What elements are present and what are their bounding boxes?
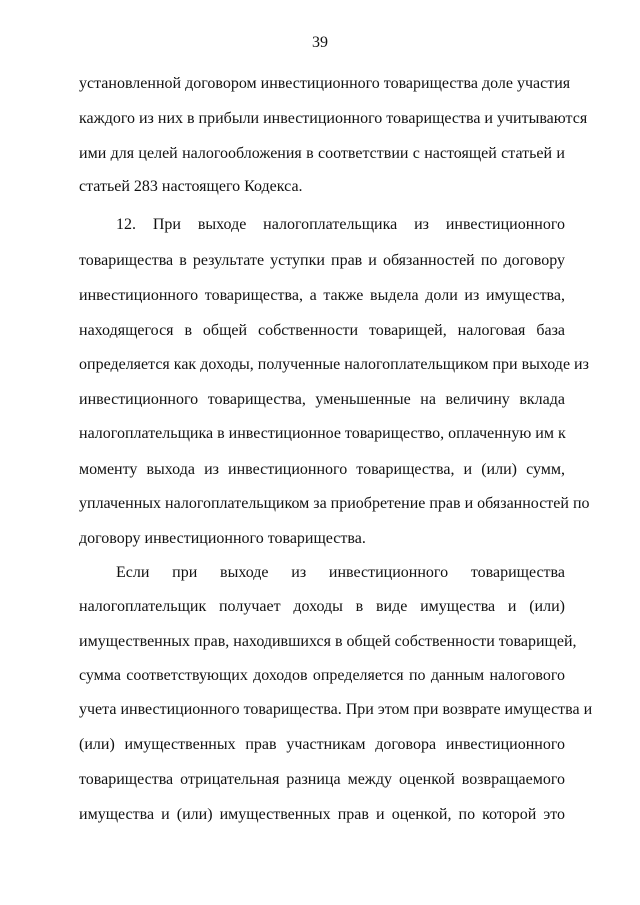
text-line: каждого из них в прибыли инвестиционного товарищества и учитываются (79, 110, 588, 127)
text-line: договору инвестиционного товарищества. (79, 530, 366, 547)
text-line: инвестиционного товарищества, а также выдела доли из имущества, (79, 287, 565, 304)
text-line: ими для целей налогообложения в соответствии с настоящей статьей и (79, 145, 565, 162)
text-line: инвестиционного товарищества, уменьшенные на величину вклада (79, 391, 565, 408)
text-line: уплаченных налогоплательщиком за приобретение прав и обязанностей по (79, 495, 590, 512)
text-line: товарищества отрицательная разница между оценкой возвращаемого (79, 771, 565, 788)
text-line: сумма соответствующих доходов определяется по данным налогового (79, 667, 565, 684)
text-line: имущественных прав, находившихся в общей собственности товарищей, (79, 633, 577, 650)
text-line: находящегося в общей собственности товарищей, налоговая база (79, 322, 565, 339)
text-line: учета инвестиционного товарищества. При этом при возврате имущества и (79, 701, 593, 718)
text-line: статьей 283 настоящего Кодекса. (79, 178, 303, 195)
page-number: 39 (312, 34, 328, 51)
text-line: моменту выхода из инвестиционного товарищества, и (или) сумм, (79, 461, 565, 478)
text-line: Если при выходе из инвестиционного товарищества (116, 564, 565, 581)
text-line: налогоплательщик получает доходы в виде имущества и (или) (79, 598, 565, 615)
text-line: (или) имущественных прав участникам договора инвестиционного (79, 736, 565, 753)
text-line: установленной договором инвестиционного товарищества доле участия (79, 75, 571, 92)
text-line: товарищества в результате уступки прав и обязанностей по договору (79, 252, 565, 269)
text-line: налогоплательщика в инвестиционное товарищество, оплаченную им к (79, 425, 566, 442)
text-line: определяется как доходы, полученные налогоплательщиком при выходе из (79, 356, 589, 373)
text-line: имущества и (или) имущественных прав и оценкой, по которой это (79, 806, 565, 823)
text-line: 12. При выходе налогоплательщика из инвестиционного (116, 216, 565, 233)
